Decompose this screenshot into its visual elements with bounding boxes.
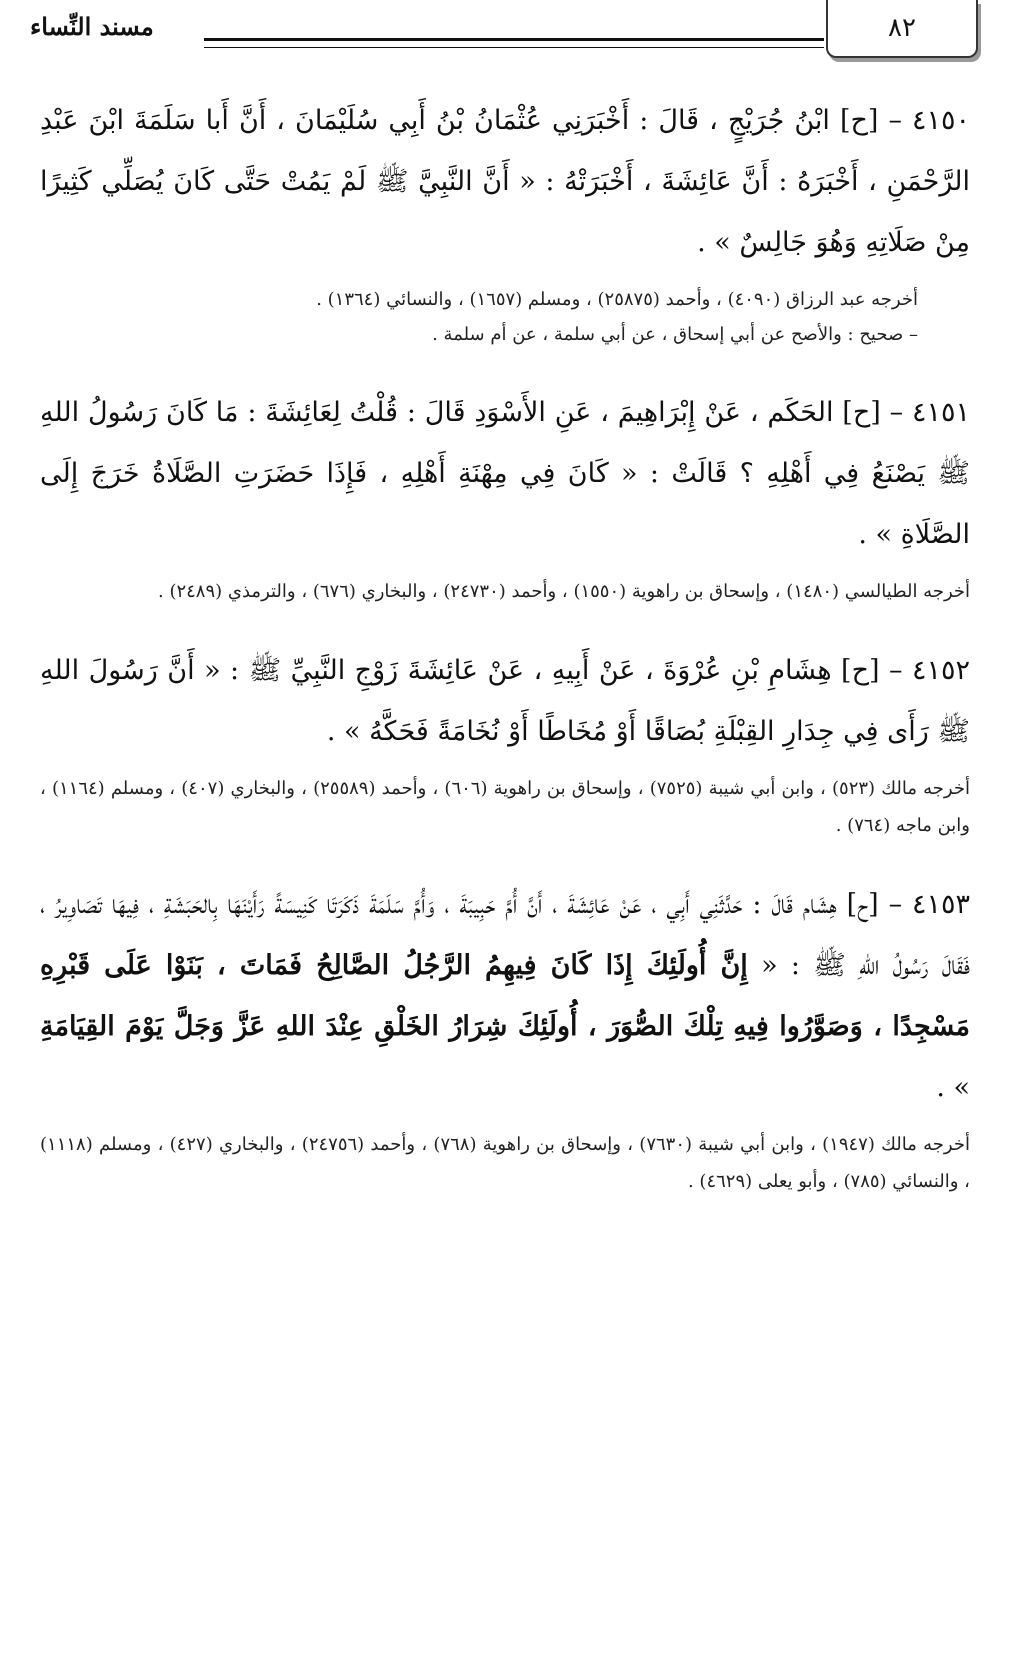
hadith-body: – [ح] ابْنُ جُرَيْجٍ ، قَالَ : أَخْبَرَنِي عُثْمَانُ بْنُ أَبِي سُلَيْمَانَ ، أَنَّ أَبا سَلَمَةَ ابْنَ عَبْدِ الرَّحْمَنِ ، أَخْبَرَهُ : أَنَّ عَائِشَةَ ، أَخْبَرَتْهُ : « أَنَّ النَّبِيَّ ﷺ لَمْ يَمُتْ حَتَّى كَانَ يُصَلِّي كَثِيرًا مِنْ صَلَاتِهِ وَهُوَ جَالِسٌ » . <box>40 105 970 258</box>
hadith-text <box>40 90 970 273</box>
hadith-sources: أخرجه عبد الرزاق (٤٠٩٠) ، وأحمد (٢٥٨٧٥) ، ومسلم (١٦٥٧) ، والنسائي (١٣٦٤) . <box>316 289 918 310</box>
page-number-box <box>826 0 978 58</box>
hadith-text <box>40 640 970 762</box>
hadith-number: ٤١٥٢ <box>911 655 970 686</box>
hadith-block-4152 <box>40 640 970 844</box>
page-number: ٨٢ <box>888 13 916 43</box>
hadith-body: – [ح] هِشَامِ بْنِ عُرْوَةَ ، عَنْ أَبِيهِ ، عَنْ عَائِشَةَ زَوْجِ النَّبِيِّ ﷺ : « أَنَّ رَسُولَ اللهِ ﷺ رَأَى فِي جِدَارِ القِبْلَةِ بُصَاقًا أَوْ مُخَاطًا أَوْ نُخَامَةً فَحَكَّهُ » . <box>40 655 970 747</box>
hadith-body: – [ح] الحَكَم ، عَنْ إِبْرَاهِيمَ ، عَنِ الأَسْوَدِ قَالَ : قُلْتُ لِعَائِشَةَ : مَا كَانَ رَسُولُ اللهِ ﷺ يَصْنَعُ فِي أَهْلِهِ ؟ قَالَتْ : « كَانَ فِي مِهْنَةِ أَهْلِهِ ، فَإِذَا حَضَرَتِ الصَّلَاةُ خَرَجَ إِلَى الصَّلَاةِ » . <box>40 397 970 550</box>
hadith-number: ٤١٥٣ <box>911 889 970 920</box>
hadith-block-4150 <box>40 90 970 352</box>
hadith-sources: أخرجه الطيالسي (١٤٨٠) ، وإسحاق بن راهوية (١٥٥٠) ، وأحمد (٢٤٧٣٠) ، والبخاري (٦٧٦) ، والترمذي (٢٤٨٩) . <box>158 581 970 602</box>
hadith-number: ٤١٥١ <box>911 397 970 428</box>
page-header <box>0 0 1010 70</box>
hadith-block-4153 <box>40 874 970 1200</box>
hadith-block-4151 <box>40 382 970 610</box>
hadith-text <box>40 874 970 1118</box>
running-title: مسند النِّساء <box>30 12 154 41</box>
hadith-body: – [ح] هِشَام قَالَ : حَدَّثَنِي أَبِي ، عَنْ عَائِشَةَ ، أَنَّ أُمَّ حَبِيبَةَ ، وَأُمَّ سَلَمَةَ ذَكَرَتَا كَنِيسَةً رَأَيْنَهَا بِالحَبَشَةِ ، فِيهَا تَصَاوِيرُ ، فَقَالَ رَسُولُ اللهِ ﷺ : « <box>40 889 970 981</box>
hadith-body-end: » . <box>936 1072 970 1103</box>
hadith-number: ٤١٥٠ <box>911 105 970 136</box>
hadith-note: – صحيح : والأصح عن أبي إسحاق ، عن أبي سلمة ، عن أم سلمة . <box>432 324 918 345</box>
header-rule <box>204 38 824 48</box>
hadith-text <box>40 382 970 565</box>
page-content <box>40 90 970 1230</box>
hadith-quote-bold: إِنَّ أُولَئِكَ إِذَا كَانَ فِيهِمُ الرَّجُلُ الصَّالِحُ فَمَاتَ ، بَنَوْا عَلَى قَبْرِهِ مَسْجِدًا ، وَصَوَّرُوا فِيهِ تِلْكَ الصُّوَرَ ، أُولَئِكَ شِرَارُ الخَلْقِ عِنْدَ اللهِ عَزَّ وَجَلَّ يَوْمَ القِيَامَةِ <box>40 950 970 1042</box>
hadith-sources: أخرجه مالك (١٩٤٧) ، وابن أبي شيبة (٧٦٣٠) ، وإسحاق بن راهوية (٧٦٨) ، وأحمد (٢٤٧٥٦) ، والبخاري (٤٢٧) ، ومسلم (١١١٨) ، والنسائي (٧٨٥) ، وأبو يعلى (٤٦٢٩) . <box>40 1134 970 1192</box>
hadith-sources: أخرجه مالك (٥٢٣) ، وابن أبي شيبة (٧٥٢٥) ، وإسحاق بن راهوية (٦٠٦) ، وأحمد (٢٥٥٨٩) ، والبخاري (٤٠٧) ، ومسلم (١١٦٤) ، وابن ماجه (٧٦٤) . <box>40 778 970 836</box>
